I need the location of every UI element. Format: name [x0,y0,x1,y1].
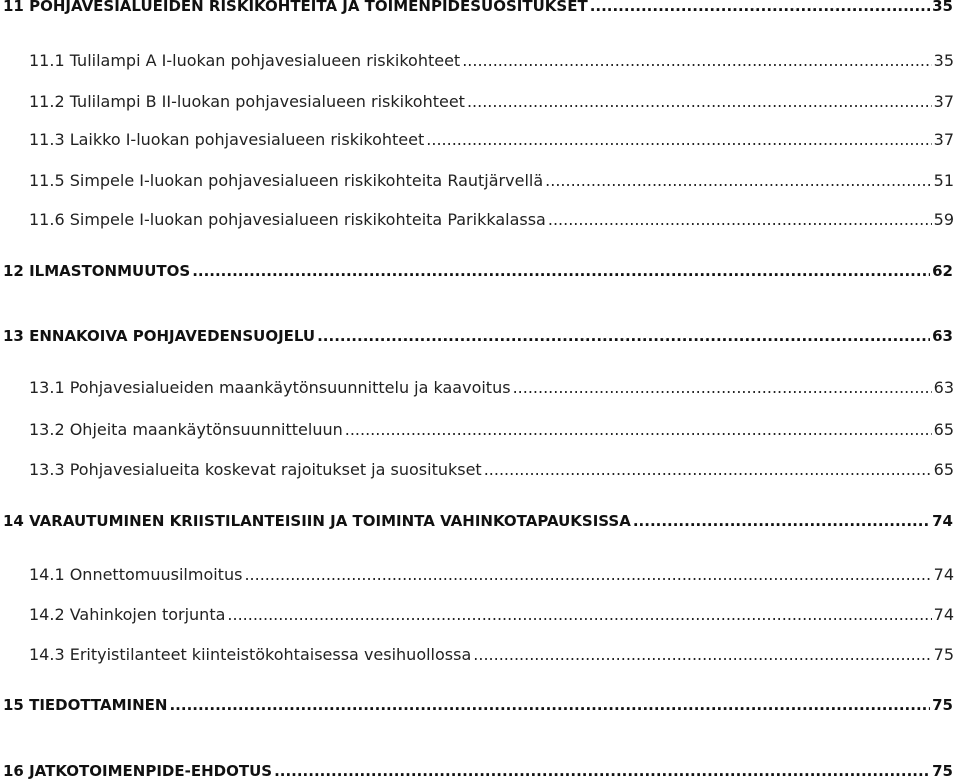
toc-entry[interactable] [3,693,953,717]
toc-entry-title: 11.2 Tulilampi B II-luokan pohjavesialueen riskikohteet [29,92,465,111]
toc-dot-leader [192,259,930,283]
toc-entry-title: 12 ILMASTONMUUTOS [3,262,191,280]
toc-entry[interactable] [3,759,953,783]
toc-entry-title: 11.3 Laikko I-luokan pohjavesialueen riskikohteet [29,130,425,149]
toc-entry[interactable] [29,418,954,442]
toc-entry-page: 74 [933,565,954,584]
toc-entry-page: 65 [933,460,954,479]
toc-entry-title: 16 JATKOTOIMENPIDE-EHDOTUS [3,762,273,780]
toc-entry-page: 37 [933,92,954,111]
toc-entry-title: 11.6 Simpele I-luokan pohjavesialueen riskikohteita Parikkalassa [29,210,546,229]
toc-entry-page: 74 [932,512,953,530]
toc-entry-page: 35 [933,51,954,70]
toc-dot-leader [548,208,932,232]
toc-entry[interactable] [29,208,954,232]
toc-entry[interactable] [29,128,954,152]
toc-entry-page: 74 [933,605,954,624]
toc-entry[interactable] [29,169,954,193]
toc-dot-leader [513,376,932,400]
toc-entry[interactable] [3,509,953,533]
toc-entry-title: 11.1 Tulilampi A I-luokan pohjavesialueen riskikohteet [29,51,461,70]
toc-entry[interactable] [29,563,954,587]
toc-entry-page: 75 [933,645,954,664]
toc-entry[interactable] [29,603,954,627]
toc-entry-page: 59 [933,210,954,229]
toc-dot-leader [317,324,930,348]
toc-dot-leader [227,603,931,627]
toc-entry-title: 11.5 Simpele I-luokan pohjavesialueen riskikohteita Rautjärvellä [29,171,544,190]
toc-dot-leader [633,509,930,533]
toc-entry[interactable] [29,49,954,73]
toc-entry-page: 63 [932,327,953,345]
toc-entry-title: 13.1 Pohjavesialueiden maankäytönsuunnittelu ja kaavoitus [29,378,511,397]
toc-dot-leader [484,458,932,482]
toc-entry-title: 13 ENNAKOIVA POHJAVEDENSUOJELU [3,327,316,345]
toc-dot-leader [345,418,932,442]
toc-entry-title: 14.2 Vahinkojen torjunta [29,605,226,624]
toc-entry-page: 63 [933,378,954,397]
toc-entry-page: 65 [933,420,954,439]
toc-entry-title: 15 TIEDOTTAMINEN [3,696,168,714]
toc-entry[interactable] [3,0,953,18]
toc-entry[interactable] [3,324,953,348]
toc-entry[interactable] [29,90,954,114]
toc-dot-leader [462,49,931,73]
toc-entry-title: 13.2 Ohjeita maankäytönsuunnitteluun [29,420,343,439]
toc-dot-leader [169,693,930,717]
toc-entry[interactable] [29,643,954,667]
toc-entry-page: 37 [933,130,954,149]
toc-entry-page: 62 [932,262,953,280]
toc-entry[interactable] [3,259,953,283]
toc-dot-leader [590,0,930,18]
toc-dot-leader [467,90,932,114]
toc-entry-page: 51 [933,171,954,190]
toc-entry[interactable] [29,376,954,400]
toc-entry-title: 14.3 Erityistilanteet kiinteistökohtaisessa vesihuollossa [29,645,472,664]
toc-dot-leader [426,128,931,152]
toc-entry-page: 75 [932,762,953,780]
toc-entry-title: 14 VARAUTUMINEN KRIISTILANTEISIIN JA TOIMINTA VAHINKOTAPAUKSISSA [3,512,631,530]
toc-entry-title: 13.3 Pohjavesialueita koskevat rajoitukset ja suositukset [29,460,482,479]
toc-entry-page: 35 [932,0,953,15]
toc-entry-title: 11 POHJAVESIALUEIDEN RISKIKOHTEITA JA TOIMENPIDESUOSITUKSET [3,0,588,15]
toc-entry-title: 14.1 Onnettomuusilmoitus [29,565,243,584]
toc-dot-leader [473,643,931,667]
toc-dot-leader [274,759,930,783]
toc-entry-page: 75 [932,696,953,714]
toc-entry[interactable] [29,458,954,482]
toc-dot-leader [545,169,932,193]
toc-dot-leader [244,563,931,587]
